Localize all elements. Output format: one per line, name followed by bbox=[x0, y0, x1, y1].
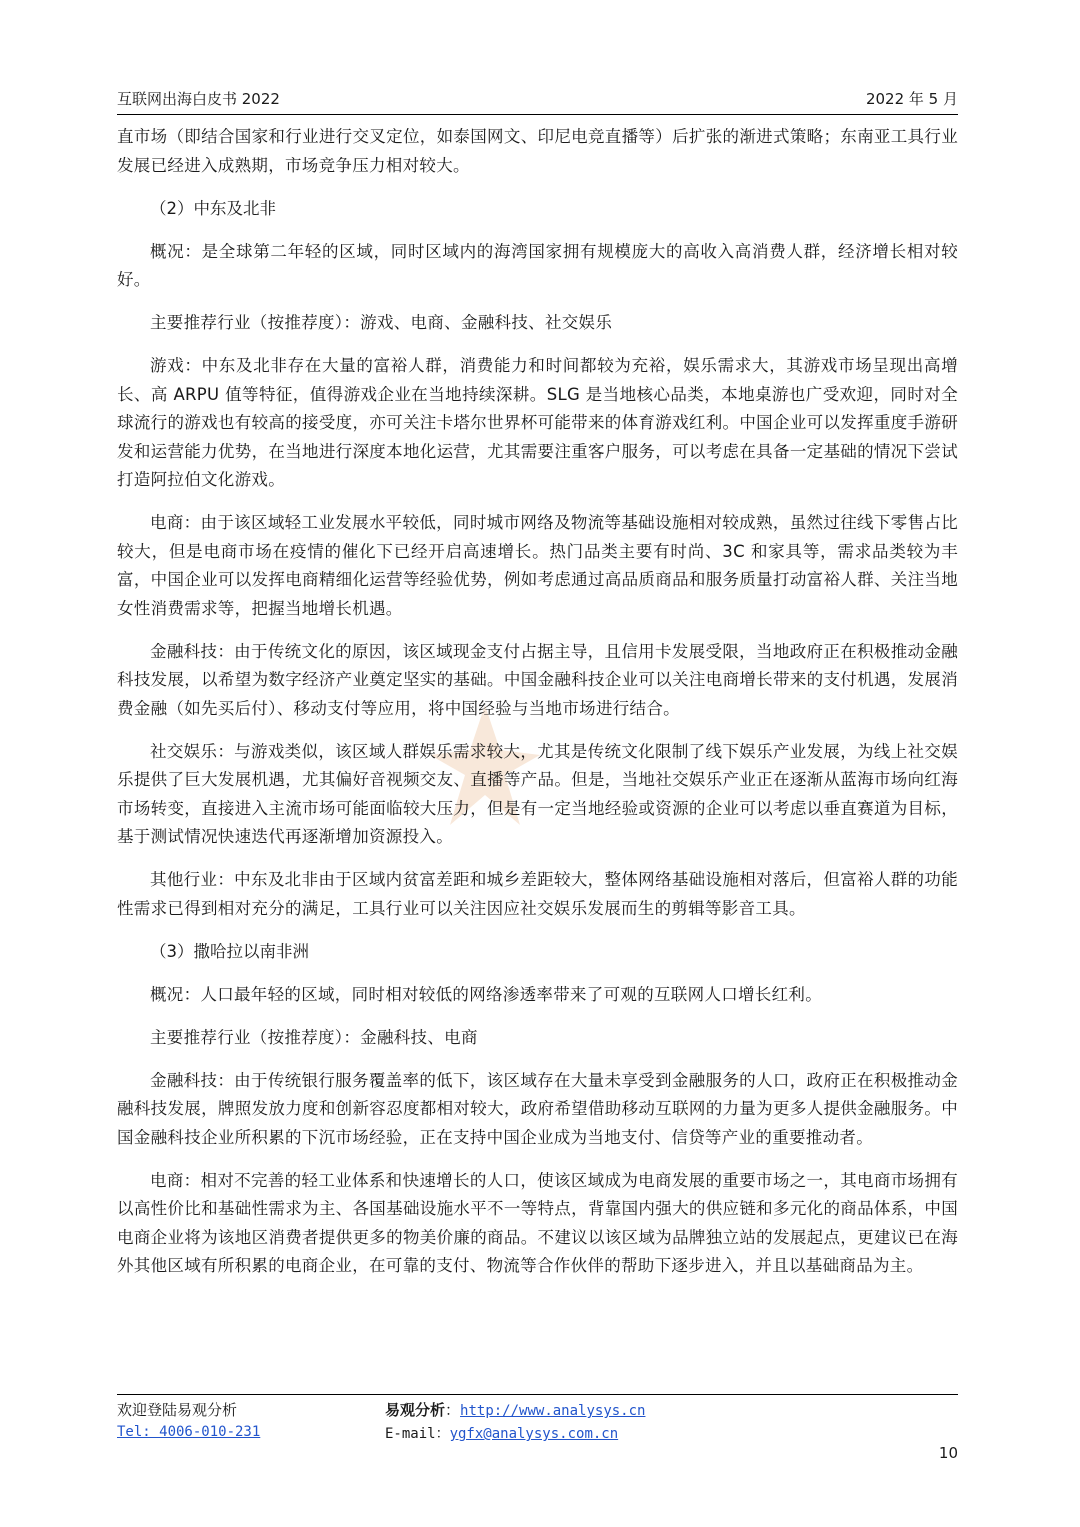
header-date: 2022 年 5 月 bbox=[865, 90, 958, 108]
paragraph-africa-ecommerce: 电商：相对不完善的轻工业体系和快速增长的人口，使该区域成为电商发展的重要市场之一，其电商市场拥有以高性价比和基础性需求为主、各国基础设施水平不一等特点，背靠国内强大的供应链和多元化的商品体系，中国电商企业将为该地区消费者提供更多的物美价廉的商品。不建议以该区域为品牌独立站的发展起点，更建议已在海外其他区域有所积累的电商企业，在可靠的支付、物流等合作伙伴的帮助下逐步进入，并且以基础商品为主。 bbox=[117, 1170, 958, 1275]
page-number: 10 bbox=[938, 1444, 958, 1462]
section-heading-africa: （3）撒哈拉以南非洲 bbox=[150, 941, 309, 961]
paragraph-africa-overview: 概况：人口最年轻的区域，同时相对较低的网络渗透率带来了可观的互联网人口增长红利。 bbox=[150, 984, 822, 1004]
footer-brand: 易观分析 bbox=[385, 1401, 446, 1419]
footer-site bbox=[385, 1399, 645, 1445]
footer-contact bbox=[117, 1399, 260, 1443]
footer-colon: ： bbox=[445, 1401, 461, 1419]
footer-tel-link[interactable]: Tel: 4006-010-231 bbox=[117, 1424, 261, 1440]
paragraph-mena-overview: 概况：是全球第二年轻的区域，同时区域内的海湾国家拥有规模庞大的高收入高消费人群，经济增长相对较好。 bbox=[117, 241, 958, 289]
footer-email-label: E-mail： bbox=[385, 1426, 450, 1442]
paragraph-mena-social: 社交娱乐：与游戏类似，该区域人群娱乐需求较大，尤其是传统文化限制了线下娱乐产业发展，为线上社交娱乐提供了巨大发展机遇，尤其偏好音视频交友、直播等产品。但是，当地社交娱乐产业正在逐渐从蓝海市场向红海市场转变，直接进入主流市场可能面临较大压力，但是有一定当地经验或资源的企业可以考虑以垂直赛道为目标，基于测试情况快速迭代再逐渐增加资源投入。 bbox=[117, 741, 958, 846]
section-heading-mena: （2）中东及北非 bbox=[150, 198, 276, 218]
paragraph-africa-industries: 主要推荐行业（按推荐度）：金融科技、电商 bbox=[150, 1027, 478, 1047]
paragraph-mena-other: 其他行业：中东及北非由于区域内贫富差距和城乡差距较大，整体网络基础设施相对落后，但富裕人群的功能性需求已得到相对充分的满足，工具行业可以关注因应社交娱乐发展而生的剪辑等影音工具。 bbox=[117, 870, 958, 918]
footer-email-link[interactable]: ygfx@analysys.com.cn bbox=[449, 1426, 619, 1442]
page-footer bbox=[117, 1394, 958, 1485]
paragraph-mena-industries: 主要推荐行业（按推荐度）：游戏、电商、金融科技、社交娱乐 bbox=[150, 313, 613, 332]
paragraph-africa-fintech: 金融科技：由于传统银行服务覆盖率的低下，该区域存在大量未享受到金融服务的人口，政府正在积极推动金融科技发展，牌照发放力度和创新容忍度都相对较大，政府希望借助移动互联网的力量为更多人提供金融服务。中国金融科技企业所积累的下沉市场经验，正在支持中国企业成为当地支付、信贷等产业的重要推动者。 bbox=[117, 1070, 958, 1147]
header-title: 互联网出海白皮书 2022 bbox=[117, 90, 280, 108]
paragraph-mena-ecommerce: 电商：由于该区域轻工业发展水平较低，同时城市网络及物流等基础设施相对较成熟，虽然过往线下零售占比较大，但是电商市场在疫情的催化下已经开启高速增长。热门品类主要有时尚、3C 和家具等，需求品类较为丰富，中国企业可以发挥电商精细化运营等经验优势，例如考虑通过高品质商品和服务质量打动富裕人群、关注当地女性消费需求等，把握当地增长机遇。 bbox=[117, 513, 958, 618]
main-content bbox=[117, 123, 958, 1295]
footer-welcome: 欢迎登陆易观分析 bbox=[117, 1401, 238, 1419]
footer-url-link[interactable]: http://www.analysys.cn bbox=[460, 1403, 646, 1419]
paragraph-mena-fintech: 金融科技：由于传统文化的原因，该区域现金支付占据主导，且信用卡发展受限，当地政府正在积极推动金融科技发展，以希望为数字经济产业奠定坚实的基础。中国金融科技企业可以关注电商增长带来的支付机遇，发展消费金融（如先买后付）、移动支付等应用，将中国经验与当地市场进行结合。 bbox=[117, 641, 958, 718]
paragraph-mena-games: 游戏：中东及北非存在大量的富裕人群，消费能力和时间都较为充裕，娱乐需求大，其游戏市场呈现出高增长、高 ARPU 值等特征，值得游戏企业在当地持续深耕。SLG 是当地核心品类，本地桌游也广受欢迎，同时对全球流行的游戏也有较高的接受度，亦可关注卡塔尔世界杯可能带来的体育游戏红利。中国企业可以发挥重度手游研发和运营能力优势，在当地进行深度本地化运营，尤其需要注重客户服务，可以考虑在具备一定基础的情况下尝试打造阿拉伯文化游戏。 bbox=[117, 356, 958, 489]
page-header bbox=[117, 88, 958, 115]
paragraph-continued: 直市场（即结合国家和行业进行交叉定位，如泰国网文、印尼电竞直播等）后扩张的渐进式策略；东南亚工具行业发展已经进入成熟期，市场竞争压力相对较大。 bbox=[117, 127, 958, 175]
